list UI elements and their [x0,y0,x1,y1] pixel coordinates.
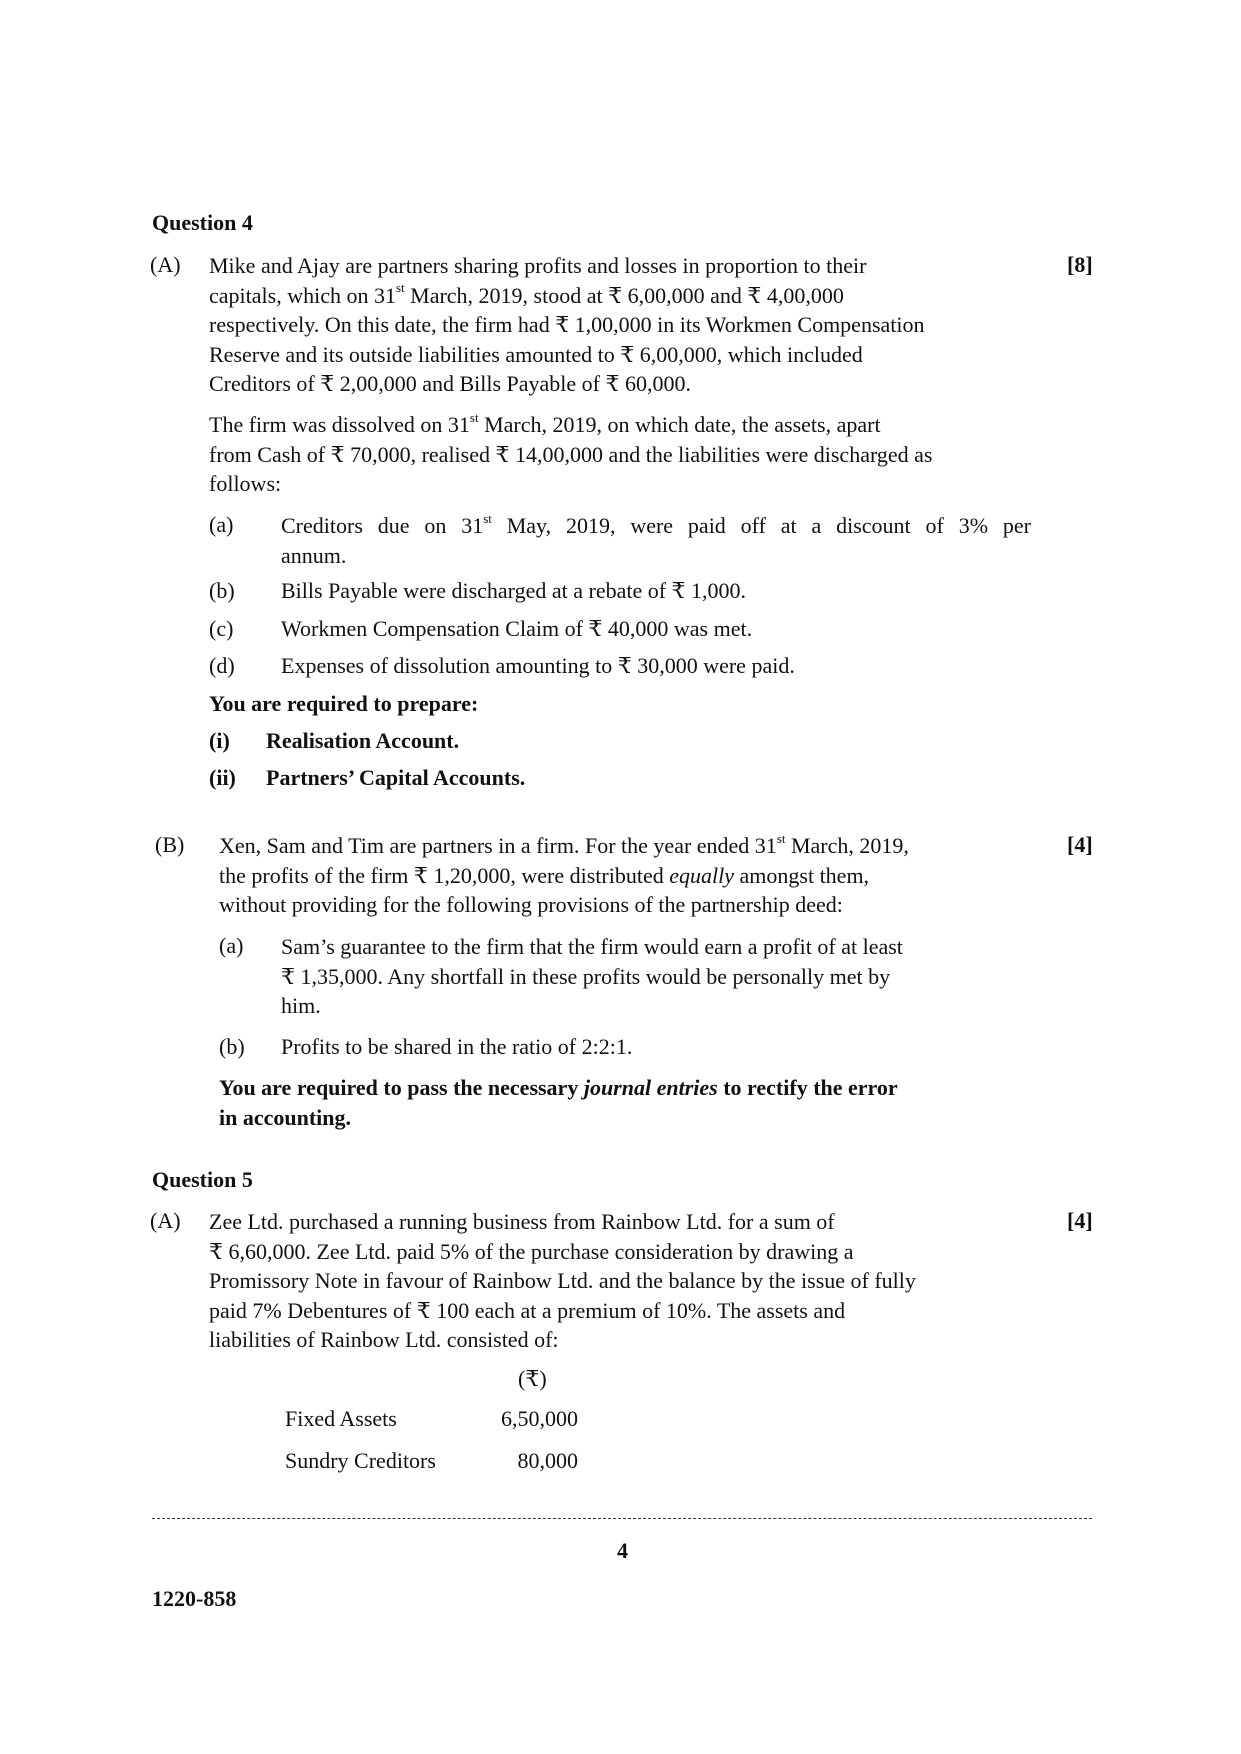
question-4-heading: Question 4 [152,210,253,235]
q4b-item-a-text: Sam’s guarantee to the firm that the firm would earn a profit of at least ₹ 1,35,000. Any shortfall in these profits would be personally met by him. [281,934,903,1018]
q4b-paragraph: Xen, Sam and Tim are partners in a firm. For the year ended 31st March, 2019, the profits of the firm ₹ 1,20,000, were distributed equally amongst them, without providing for the following provisions of the partnership deed: [219,830,909,917]
q4b-item-b-label: (b) [219,1034,245,1059]
q5a-table-row-2-item: Sundry Creditors [285,1448,436,1473]
question-5-heading: Question 5 [152,1167,253,1192]
q4a-item-a-label: (a) [209,512,234,537]
q5-part-a-label: (A) [150,1208,181,1233]
page-number: 4 [617,1538,628,1563]
q4a-item-d-label: (d) [209,653,235,678]
q5a-table-row-1-item: Fixed Assets [285,1406,397,1431]
q5a-table-row-2-amount: 80,000 [517,1448,578,1473]
q4-part-a-marks: [8] [1067,252,1093,277]
q4-part-b-label: (B) [155,832,185,857]
q4b-item-a-label: (a) [219,933,244,958]
q4a-item-c-label: (c) [209,616,234,641]
q5a-table-row-1-amount: 6,50,000 [501,1406,578,1431]
q5-part-a-marks: [4] [1067,1208,1093,1233]
q4a-paragraph-1: Mike and Ajay are partners sharing profits and losses in proportion to their capitals, which on 31st March, 2019, stood at ₹ 6,00,000 and ₹ 4,00,000 respectively. On this date, the firm had ₹ 1,00,000 in its Workmen Compensation Reserve and its outside liabilities amounted to ₹ 6,00,000, which included Creditors of ₹ 2,00,000 and Bills Payable of ₹ 60,000. [209,253,925,396]
q4a-req-ii-label: (ii) [209,765,236,790]
q4b-item-b-text: Profits to be shared in the ratio of 2:2:1. [281,1034,633,1059]
q4a-item-b-text: Bills Payable were discharged at a rebate of ₹ 1,000. [281,578,747,603]
q4a-item-b-label: (b) [209,578,235,603]
footer-divider [152,1518,1092,1519]
q4a-required-heading: You are required to prepare: [209,691,479,716]
q4a-item-a-text: Creditors due on 31st May, 2019, were paid off at a discount of 3% per annum. [281,510,1031,568]
q4a-req-ii-text: Partners’ Capital Accounts. [266,765,526,790]
paper-code: 1220-858 [152,1586,237,1611]
q4a-item-d-text: Expenses of dissolution amounting to ₹ 30,000 were paid. [281,653,795,678]
q4-part-b-marks: [4] [1067,832,1093,857]
q4a-item-c-text: Workmen Compensation Claim of ₹ 40,000 was met. [281,616,753,641]
q4a-paragraph-2: The firm was dissolved on 31st March, 2019, on which date, the assets, apart from Cash of ₹ 70,000, realised ₹ 14,00,000 and the liabilities were discharged as follows: [209,409,933,496]
q5a-table-currency-header: (₹) [518,1366,547,1391]
q4a-req-i-text: Realisation Account. [266,728,460,753]
q4-part-a-label: (A) [150,252,181,277]
q5a-paragraph: Zee Ltd. purchased a running business from Rainbow Ltd. for a sum of ₹ 6,60,000. Zee Ltd. paid 5% of the purchase consideration by drawing a Promissory Note in favour of Rainbow Ltd. and the balance by the issue of fully paid 7% Debentures of ₹ 100 each at a premium of 10%. The assets and liabilities of Rainbow Ltd. consisted of: [209,1209,916,1352]
q4a-req-i-label: (i) [209,728,230,753]
q4b-required-instruction: You are required to pass the necessary journal entries to rectify the error in accounting. [219,1075,898,1130]
